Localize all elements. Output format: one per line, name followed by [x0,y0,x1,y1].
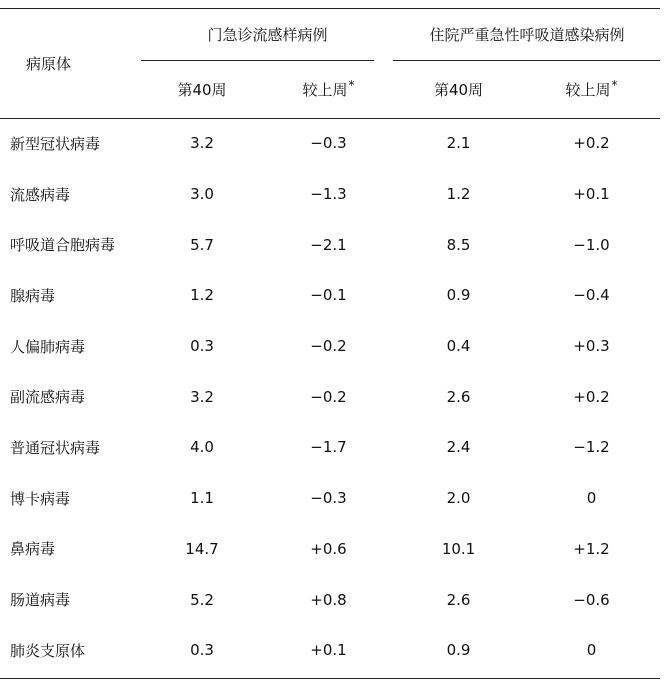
pathogen-name: 副流感病毒 [10,388,86,407]
table-row [0,371,660,422]
pathogen-name: 博卡病毒 [10,489,71,508]
header-inpatient-change-text: 较上周 [565,81,611,99]
pathogen-positivity-table [0,8,660,676]
outpatient-week-value: 4.0 [190,438,214,457]
inpatient-week-value: 2.6 [446,387,471,406]
inpatient-week-value: 0.9 [446,641,471,660]
header-inpatient-week [394,60,523,118]
outpatient-change-value: −2.1 [310,235,347,254]
outpatient-change-value: −1.3 [310,185,347,204]
table-row [0,169,660,220]
pathogen-name: 呼吸道合胞病毒 [10,236,116,255]
outpatient-change-value: −0.3 [310,134,347,153]
table-row [0,118,660,169]
header-pathogen: 病原体 [26,54,72,73]
inpatient-change-value: +0.2 [573,134,610,153]
outpatient-change-value: −0.3 [310,489,347,508]
outpatient-week-value: 5.7 [190,235,214,254]
inpatient-week-value: 2.4 [446,438,471,457]
outpatient-change-value: −0.2 [310,387,347,406]
outpatient-change-value: −1.7 [310,438,347,457]
inpatient-change-value: +0.1 [573,185,610,204]
outpatient-week-value: 3.2 [190,387,214,406]
inpatient-change-value: 0 [586,489,597,508]
inpatient-week-value: 0.9 [446,286,471,305]
outpatient-week-value: 3.2 [190,134,214,153]
pathogen-name: 鼻病毒 [10,540,56,559]
header-outpatient-week-text: 第40周 [177,80,227,99]
outpatient-change-value: −0.1 [310,286,347,305]
inpatient-change-value: −1.2 [573,438,610,457]
table-body [0,118,660,676]
footnote-mark: * [348,78,355,92]
header-inpatient-change [523,60,660,118]
table-bottom-rule [0,678,660,679]
inpatient-change-value: +0.2 [573,387,610,406]
inpatient-change-value: −0.6 [573,590,610,609]
header-inpatient-week-text: 第40周 [433,80,484,99]
outpatient-week-value: 1.2 [190,286,214,305]
inpatient-change-value: −0.4 [573,286,610,305]
outpatient-week-value: 5.2 [190,590,214,609]
outpatient-week-value: 3.0 [190,185,214,204]
inpatient-week-value: 1.2 [446,185,471,204]
inpatient-change-value: −1.0 [573,235,610,254]
outpatient-week-value: 0.3 [190,641,214,660]
pathogen-name: 肠道病毒 [10,591,71,610]
outpatient-change-value: +0.1 [310,641,347,660]
inpatient-change-value: +0.3 [573,337,610,356]
inpatient-week-value: 8.5 [446,235,471,254]
inpatient-change-value: +1.2 [573,539,610,558]
header-outpatient-group: 门急诊流感样病例 [207,25,328,44]
pathogen-name: 新型冠状病毒 [10,134,101,153]
inpatient-week-value: 10.1 [441,539,476,558]
inpatient-week-value: 2.1 [446,134,471,153]
pathogen-name: 流感病毒 [10,185,71,204]
pathogen-name: 人偏肺病毒 [10,337,86,356]
inpatient-change-value: 0 [586,641,597,660]
table-row [0,321,660,372]
inpatient-week-value: 2.6 [446,590,471,609]
outpatient-week-value: 1.1 [190,489,214,508]
pathogen-name: 普通冠状病毒 [10,438,101,457]
header-inpatient-group: 住院严重急性呼吸道感染病例 [429,25,625,44]
table-row [0,422,660,473]
table-row [0,625,660,676]
header-row-groups [0,8,660,60]
header-outpatient-change-text: 较上周 [302,81,348,99]
footnote-mark: * [611,78,618,92]
outpatient-change-value: +0.8 [310,590,347,609]
table-row [0,270,660,321]
table-row [0,524,660,575]
outpatient-week-value: 0.3 [190,337,214,356]
table-row [0,219,660,270]
pathogen-name: 腺病毒 [10,286,56,305]
pathogen-name: 肺炎支原体 [10,641,86,660]
outpatient-change-value: −0.2 [310,337,347,356]
outpatient-week-value: 14.7 [185,539,219,558]
inpatient-week-value: 0.4 [446,337,471,356]
header-outpatient-change [263,60,394,118]
header-outpatient-week [141,60,263,118]
inpatient-week-value: 2.0 [446,489,471,508]
table-row [0,574,660,625]
table-row [0,473,660,524]
outpatient-change-value: +0.6 [310,539,347,558]
